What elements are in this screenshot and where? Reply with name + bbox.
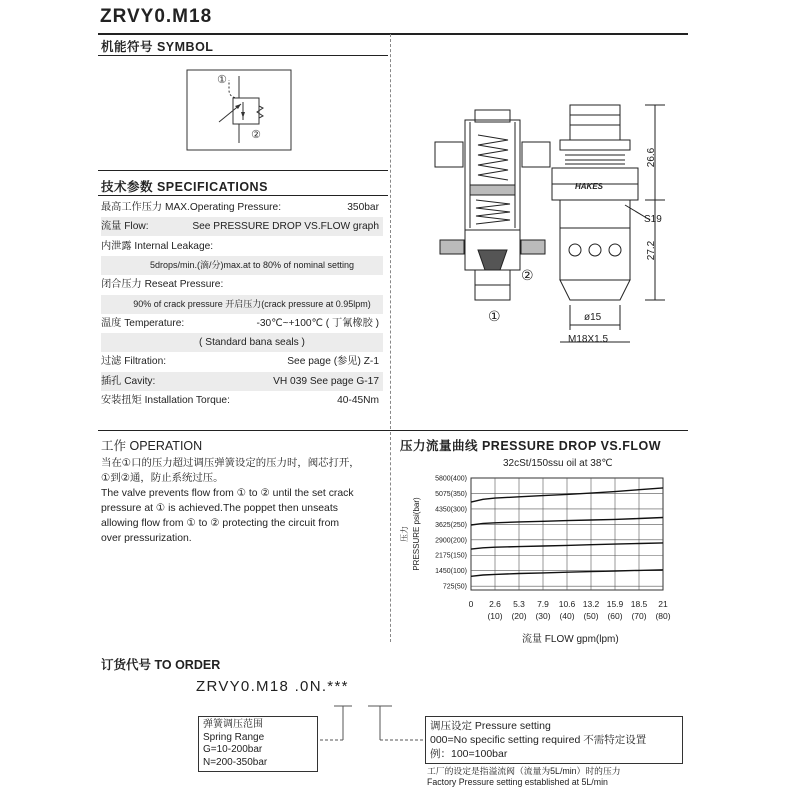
chart-x-tick-sublabel: (20)	[511, 611, 527, 621]
spring-range-box	[198, 716, 318, 772]
chart-y-tick-label: 2175(150)	[435, 552, 467, 560]
pressure-box-line: 调压设定 Pressure setting	[430, 720, 551, 732]
spring-box-line: 弹簧调压范围	[203, 719, 263, 730]
chart-x-tick-label: 0	[468, 599, 474, 609]
chart-xlabel: 流量 FLOW gpm(lpm)	[522, 634, 619, 645]
dim-hex: S19	[644, 214, 662, 225]
symbol-heading: 机能符号 SYMBOL	[101, 40, 214, 54]
spec-value: 350bar	[347, 202, 379, 213]
chart-x-tick-sublabel: (10)	[487, 611, 503, 621]
spec-label: 内泄露 Internal Leakage:	[101, 240, 214, 252]
drawing-brand: HAKES	[575, 182, 604, 191]
chart-x-tick-label: 18.5	[630, 599, 648, 609]
chart-y-tick-label: 5800(400)	[435, 475, 467, 483]
chart-ylabel: PRESSURE psi(bar)	[412, 497, 421, 571]
op-line: over pressurization.	[101, 533, 192, 544]
operation-heading: 工作 OPERATION	[101, 439, 203, 453]
factory-note-line: Factory Pressure setting established at 5L/min	[427, 777, 608, 787]
chart-x-tick-label: 7.9	[537, 599, 549, 609]
op-line: allowing flow from ① to ② protecting the circuit from	[101, 518, 340, 529]
chart-x-tick-sublabel: (80)	[655, 611, 671, 621]
pressure-box-line: 000=No specific setting required 不需特定设置	[430, 734, 647, 746]
factory-note-line: 工厂的设定是指溢流阀（流量为5L/min）时的压力	[427, 766, 621, 776]
op-line: The valve prevents flow from ① to ② until the set crack	[101, 488, 354, 499]
chart-subtitle: 32cSt/150ssu oil at 38℃	[503, 458, 613, 469]
spec-heading: 技术参数 SPECIFICATIONS	[101, 180, 268, 194]
dim-thread: M18X1.5	[568, 334, 609, 345]
spec-label: 过滤 Filtration:	[101, 356, 167, 368]
spec-label: 闭合压力 Reseat Pressure:	[101, 279, 224, 291]
chart-x-tick-label: 15.9	[606, 599, 624, 609]
spec-value: ( Standard bana seals )	[199, 337, 305, 349]
op-line: pressure at ① is achieved.The poppet then unseats	[101, 503, 338, 514]
pressure-setting-box	[425, 716, 683, 764]
spec-value: VH 039 See page G-17	[273, 375, 379, 387]
spec-value: See page (参见) Z-1	[287, 356, 379, 368]
drawing-port-1: ①	[488, 308, 501, 324]
spec-label: 最高工作压力 MAX.Operating Pressure:	[101, 202, 282, 213]
spec-value: 40-45Nm	[337, 395, 379, 406]
spec-label: 插孔 Cavity:	[101, 375, 156, 387]
chart-x-tick-label: 21	[658, 599, 668, 609]
op-line: ①到②通，防止系统过压。	[101, 473, 224, 484]
spring-box-line: Spring Range	[203, 731, 265, 743]
order-heading: 订货代号 TO ORDER	[101, 658, 221, 672]
chart-x-tick-sublabel: (70)	[631, 611, 647, 621]
chart-x-tick-label: 5.3	[513, 599, 525, 609]
chart-x-tick-label: 13.2	[582, 599, 600, 609]
chart-y-tick-label: 1450(100)	[435, 568, 467, 576]
chart-y-tick-label: 4350(300)	[435, 506, 467, 514]
chart-y-tick-label: 5075(350)	[435, 490, 467, 498]
spec-label: 温度 Temperature:	[101, 317, 185, 329]
order-code: ZRVY0.M18 .0N.***	[196, 678, 349, 695]
chart-x-tick-label: 10.6	[558, 599, 576, 609]
spec-value: -30℃~+100℃ ( 丁氰橡胶 )	[256, 317, 379, 329]
chart-x-tick-sublabel: (30)	[535, 611, 551, 621]
chart-y-tick-label: 2900(200)	[435, 537, 467, 545]
symbol-port-2: ②	[251, 129, 261, 141]
chart-x-tick-label: 2.6	[489, 599, 501, 609]
dim-diameter: ø15	[584, 312, 602, 323]
chart-x-tick-sublabel: (50)	[583, 611, 599, 621]
spring-box-line: G=10-200bar	[203, 744, 263, 755]
chart-heading: 压力流量曲线 PRESSURE DROP VS.FLOW	[400, 439, 662, 453]
factory-note	[427, 766, 621, 788]
chart-x-tick-sublabel: (40)	[559, 611, 575, 621]
pressure-box-line: 例：100=100bar	[430, 748, 508, 760]
spec-label: 安装扭矩 Installation Torque:	[101, 395, 230, 406]
drawing-port-2: ②	[521, 267, 534, 283]
op-line: 当在①口的压力超过调压弹簧设定的压力时，阀芯打开，	[101, 458, 360, 469]
spring-box-line: N=200-350bar	[203, 756, 268, 768]
dim-bottom: 27.2	[646, 240, 658, 261]
symbol-port-1: ①	[217, 74, 227, 86]
spec-value: 90% of crack pressure 开启压力(crack pressure at 0.95lpm)	[133, 298, 371, 309]
chart-y-tick-label: 3625(250)	[435, 521, 467, 529]
page-title: ZRVY0.M18	[100, 6, 213, 27]
chart-y-tick-label: 725(50)	[442, 583, 467, 591]
dim-top: 26.6	[646, 147, 658, 168]
spec-label: 流量 Flow:	[101, 221, 149, 233]
chart-ylabel-cn: 压力	[400, 526, 409, 542]
chart-x-tick-sublabel: (60)	[607, 611, 623, 621]
spec-value: See PRESSURE DROP VS.FLOW graph	[192, 221, 379, 233]
spec-value: 5drops/min.(滴/分)max.at to 80% of nominal setting	[149, 259, 355, 270]
